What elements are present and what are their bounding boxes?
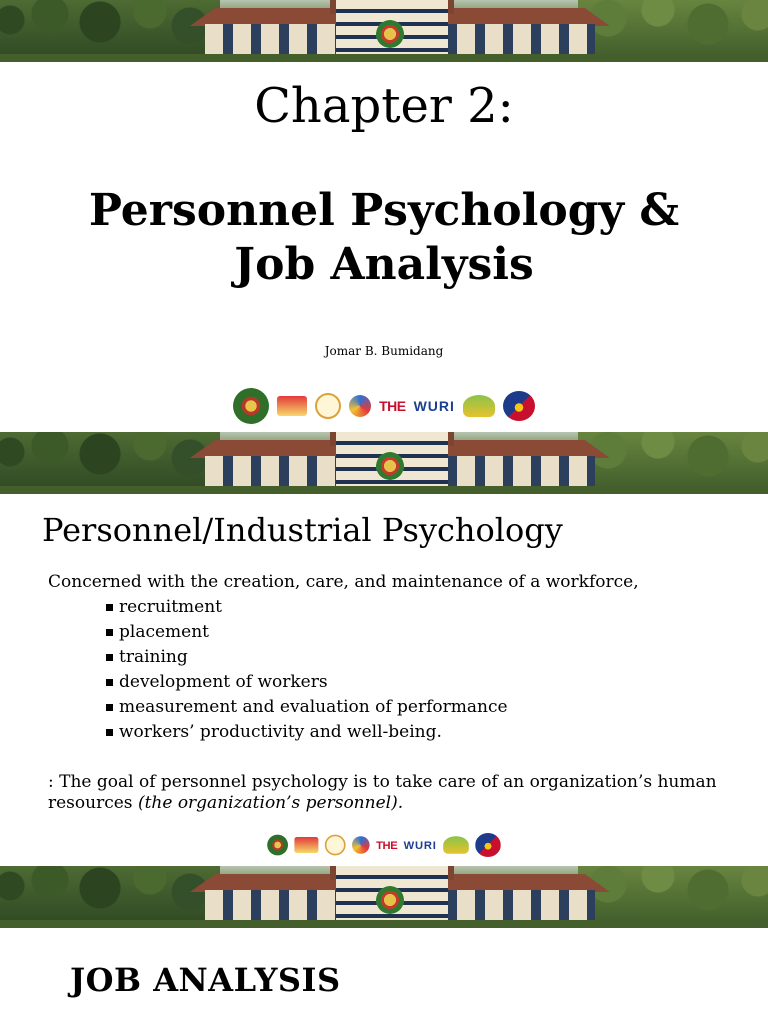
goal-paragraph <box>48 772 748 814</box>
list-item: development of workers <box>105 670 748 695</box>
accreditation-logo-icon <box>294 837 318 853</box>
the-ranking-logo: THE <box>379 398 406 414</box>
award-circle-icon <box>325 835 346 856</box>
level-swirl-icon <box>349 395 371 417</box>
goal-text: : The goal of personnel psychology is to take care of an organization’s human resources <box>48 772 717 813</box>
content-slide <box>0 432 768 866</box>
award-circle-icon <box>315 393 341 419</box>
list-item: placement <box>105 620 748 645</box>
title-line-1: Personnel Psychology & <box>88 185 680 236</box>
slide-title <box>0 184 768 292</box>
emblem-icon <box>376 886 404 914</box>
wurl-ranking-logo: WURI <box>403 838 437 852</box>
emblem-icon <box>376 20 404 48</box>
author-name: Jomar B. Bumidang <box>324 344 444 358</box>
list-item: training <box>105 645 748 670</box>
campus-banner-image <box>0 432 768 494</box>
campus-banner-image <box>0 0 768 62</box>
university-seal-icon <box>233 388 269 424</box>
list-item: measurement and evaluation of performance <box>105 695 748 720</box>
bagong-pilipinas-logo <box>503 391 535 421</box>
chapter-heading: Chapter 2: <box>254 78 514 134</box>
slide-title: Personnel/Industrial Psychology <box>42 511 563 549</box>
logo-strip <box>77 833 691 857</box>
level-swirl-icon <box>352 836 370 854</box>
the-ranking-logo: THE <box>376 838 398 852</box>
logo-strip <box>0 386 768 426</box>
list-item: recruitment <box>105 595 748 620</box>
campus-banner-image <box>0 866 768 928</box>
slide-title: JOB ANALYSIS <box>70 961 341 999</box>
title-line-2: Job Analysis <box>234 239 534 290</box>
bullet-list <box>48 595 748 745</box>
list-item: workers’ productivity and well-being. <box>105 720 748 745</box>
intro-text: Concerned with the creation, care, and maintenance of a workforce, <box>48 572 639 592</box>
accreditation-logo-icon <box>277 396 307 416</box>
top-logo-icon <box>463 395 495 417</box>
university-seal-icon <box>267 835 288 856</box>
title-slide <box>0 0 768 432</box>
emblem-icon <box>376 452 404 480</box>
wurl-ranking-logo: WURI <box>413 398 455 414</box>
goal-italic: (the organization’s personnel). <box>137 793 404 813</box>
job-analysis-slide <box>0 866 768 1024</box>
slide-body <box>48 570 748 745</box>
top-logo-icon <box>443 836 469 854</box>
bagong-pilipinas-logo <box>475 833 501 857</box>
